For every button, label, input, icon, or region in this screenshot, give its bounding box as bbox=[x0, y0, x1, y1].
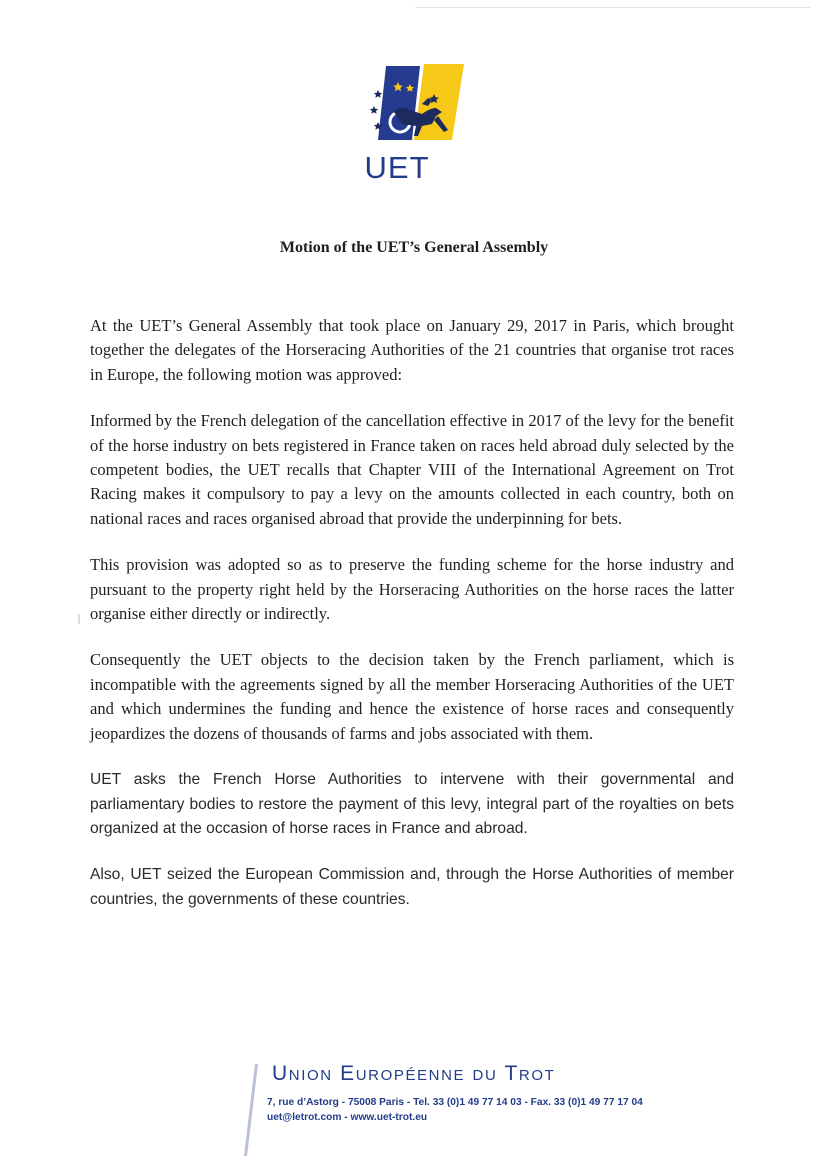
logo-yellow-panel bbox=[414, 64, 464, 140]
document-body bbox=[90, 314, 734, 934]
letterhead-footer bbox=[244, 1062, 804, 1157]
uet-logo bbox=[360, 60, 470, 190]
paragraph: Also, UET seized the European Commission and, through the Horse Authorities of member countries, the governments of these countries. bbox=[90, 866, 734, 908]
logo-blue-panel bbox=[378, 66, 420, 140]
organisation-name: Union Européenne du Trot bbox=[272, 1062, 556, 1085]
address-line: 7, rue d’Astorg - 75008 Paris - Tel. 33 (0)1 49 77 14 03 - Fax. 33 (0)1 49 77 17 04 bbox=[267, 1097, 643, 1108]
paragraph: Consequently the UET objects to the decision taken by the French parliament, which is incompatible with the agreements signed by all the member Horseracing Authorities of the UET and which undermines the funding and hence the existence of horse races and consequently jeopardizes the dozens of thousands of farms and jobs associated with them. bbox=[90, 650, 734, 743]
paragraph: UET asks the French Horse Authorities to intervene with their governmental and parliamentary bodies to restore the payment of this levy, integral part of the royalties on bets organized at the occasion of horse races in France and abroad. bbox=[90, 771, 734, 837]
scan-mark bbox=[78, 614, 80, 624]
scan-edge-line bbox=[415, 7, 810, 8]
paragraph: At the UET’s General Assembly that took place on January 29, 2017 in Paris, which brought together the delegates of the Horseracing Authorities of the 21 countries that organise trot races in Europe, the following motion was approved: bbox=[90, 316, 734, 384]
contact-line: uet@letrot.com - www.uet-trot.eu bbox=[267, 1112, 428, 1123]
logo-text: UET bbox=[364, 150, 430, 185]
paragraph: Informed by the French delegation of the cancellation effective in 2017 of the levy for the benefit of the horse industry on bets registered in France taken on races held abroad duly selected by the competent bodies, the UET recalls that Chapter VIII of the International Agreement on Trot Racing makes it compulsory to pay a levy on the amounts collected in each country, both on national races and races organised abroad that provide the underpinning for bets. bbox=[90, 411, 734, 528]
document-title: Motion of the UET’s General Assembly bbox=[279, 239, 549, 256]
paragraph: This provision was adopted so as to preserve the funding scheme for the horse industry and pursuant to the property right held by the Horseracing Authorities on the horse races the latter organise either directly or indirectly. bbox=[90, 555, 734, 624]
footer-accent-bar bbox=[244, 1064, 258, 1156]
logo-mark bbox=[368, 60, 464, 144]
